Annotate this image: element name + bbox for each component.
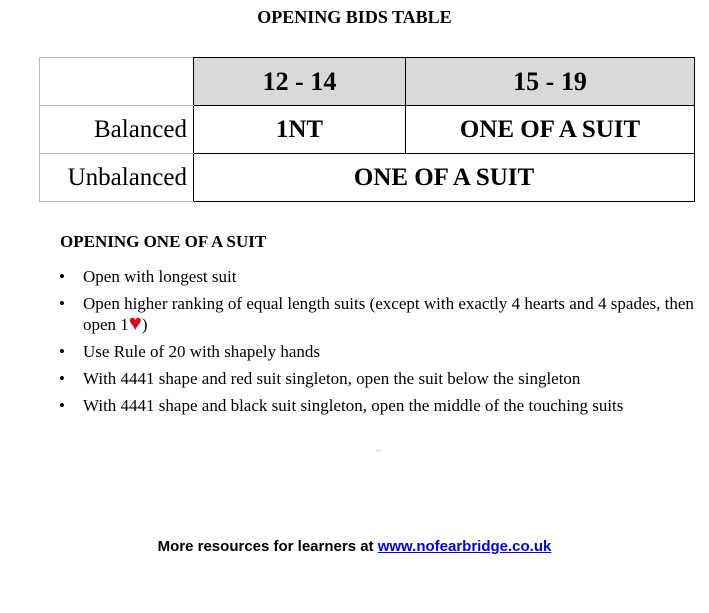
- list-item-text: With 4441 shape and black suit singleton, open the middle of the touching suits: [83, 396, 624, 415]
- row-label-unbalanced: Unbalanced: [40, 154, 194, 202]
- header-15-19: 15 - 19: [406, 58, 695, 106]
- stray-mark-icon: ˚˚: [376, 449, 382, 458]
- page-title: OPENING BIDS TABLE: [257, 7, 452, 27]
- list-item-text-close: ): [141, 315, 148, 334]
- table-corner-cell: [40, 58, 194, 106]
- bullet-icon: •: [59, 369, 65, 388]
- list-item-text: With 4441 shape and red suit singleton, open the suit below the singleton: [83, 369, 581, 388]
- list-item: [57, 395, 697, 416]
- list-item: [57, 293, 697, 335]
- table-row-unbalanced: [40, 154, 695, 202]
- section-title: OPENING ONE OF A SUIT: [60, 232, 267, 251]
- footer-link[interactable]: www.nofearbridge.co.uk: [377, 538, 552, 555]
- bullet-icon: •: [59, 342, 65, 361]
- bullet-icon: •: [59, 294, 65, 313]
- list-item-text: Use Rule of 20 with shapely hands: [83, 342, 321, 361]
- list-item: [57, 368, 697, 389]
- list-item-text: Open with longest suit: [83, 267, 237, 286]
- cell-balanced-15-19: ONE OF A SUIT: [406, 106, 695, 154]
- table-row-balanced: [40, 106, 695, 154]
- table-header-row: [40, 58, 695, 106]
- footer-text: More resources for learners at: [157, 538, 378, 555]
- heart-suit-icon: ♥: [128, 310, 142, 335]
- list-item: [57, 266, 697, 287]
- cell-balanced-12-14: 1NT: [194, 106, 406, 154]
- row-label-balanced: Balanced: [40, 106, 194, 154]
- bullet-icon: •: [59, 396, 65, 415]
- list-item: [57, 341, 697, 362]
- list-item-text: Open higher ranking of equal length suits (except with exactly 4 hearts and 4 spades, then open 1: [83, 294, 694, 334]
- cell-unbalanced-merged: ONE OF A SUIT: [194, 154, 695, 202]
- header-12-14: 12 - 14: [194, 58, 406, 106]
- opening-bids-table: [39, 57, 695, 202]
- footer: [0, 538, 709, 555]
- rules-list: [57, 266, 697, 422]
- bullet-icon: •: [59, 267, 65, 286]
